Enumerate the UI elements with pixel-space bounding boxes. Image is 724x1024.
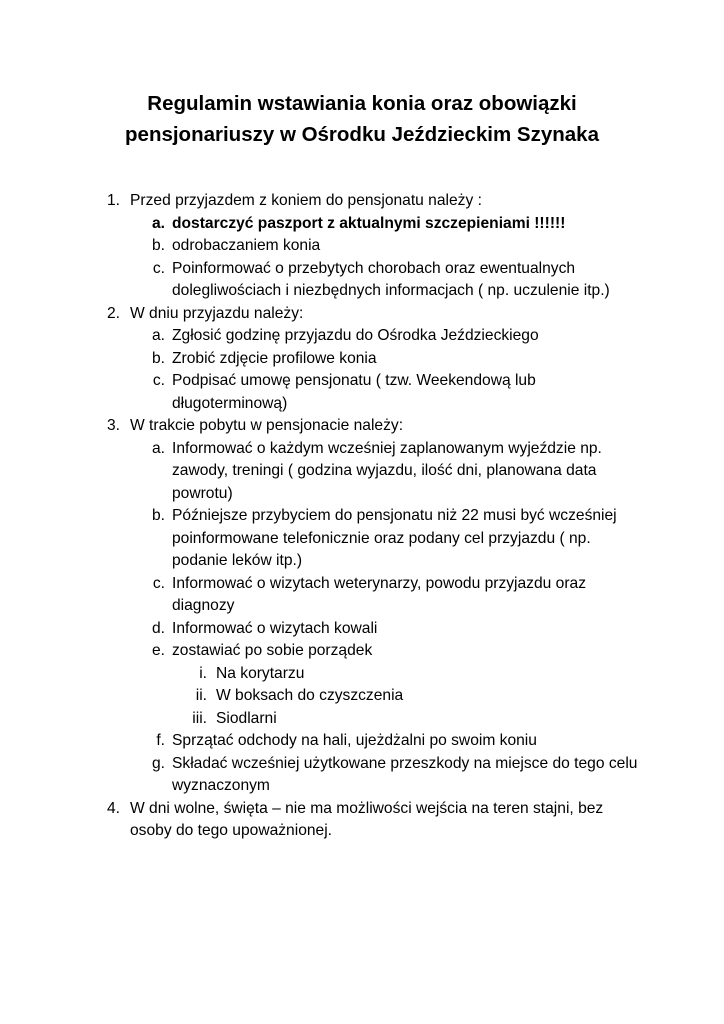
item-number: 1. xyxy=(106,192,120,209)
sub-item-3g xyxy=(0,753,724,776)
sub-item-text: długoterminową) xyxy=(172,394,288,412)
sub-item-letter: a. xyxy=(151,439,165,457)
sub-item-3g-continuation xyxy=(0,775,724,798)
sub-item-3b xyxy=(0,505,724,528)
sub-item-text: Składać wcześniej użytkowane przeszkody na miejsce do tego celu xyxy=(172,754,638,772)
sub-item-2a xyxy=(0,325,724,348)
sub-item-3d xyxy=(0,618,724,641)
sub-item-3c xyxy=(0,573,724,596)
sub-item-letter: c. xyxy=(152,372,165,389)
item-number: 4. xyxy=(106,799,120,817)
sub-item-2c-continuation xyxy=(0,393,724,416)
sub-item-letter: a. xyxy=(151,327,165,344)
sub-item-1a xyxy=(0,213,724,236)
sub-item-text: zostawiać po sobie porządek xyxy=(172,642,373,659)
roman-numeral: iii. xyxy=(192,709,207,727)
item-text: W trakcie pobytu w pensjonacie należy: xyxy=(130,417,404,434)
sub-item-3b-continuation xyxy=(0,550,724,573)
item-text: W dni wolne, święta – nie ma możliwości wejścia na teren stajni, bez xyxy=(130,799,604,817)
sub-item-letter: b. xyxy=(151,349,165,367)
sub-item-2b xyxy=(0,348,724,371)
sub-item-text: Podpisać umowę pensjonatu ( tzw. Weekendową lub xyxy=(172,372,536,389)
sub-item-text: dostarczyć paszport z aktualnymi szczepieniami !!!!!! xyxy=(172,214,566,232)
sub-item-letter: d. xyxy=(151,619,165,637)
sub-sub-item-3e-i xyxy=(0,663,724,686)
sub-item-text: Poinformować o przebytych chorobach oraz ewentualnych xyxy=(172,259,576,277)
sub-sub-item-3e-ii xyxy=(0,685,724,708)
list-item-2 xyxy=(0,303,724,326)
sub-item-text: Informować o każdym wcześniej zaplanowanym wyjeździe np. xyxy=(172,439,602,457)
sub-item-text: Późniejsze przybyciem do pensjonatu niż 22 musi być wcześniej xyxy=(172,507,617,524)
sub-item-letter: b. xyxy=(151,237,165,254)
sub-item-text: poinformowane telefonicznie oraz podany cel przyjazdu ( np. xyxy=(172,529,591,547)
item-text: osoby do tego upoważnionej. xyxy=(130,822,333,839)
sub-item-text: dolegliwościach i niezbędnych informacjach ( np. uczulenie itp.) xyxy=(172,282,610,299)
sub-item-3c-continuation xyxy=(0,595,724,618)
sub-item-letter: b. xyxy=(151,507,165,524)
list-item-3 xyxy=(0,415,724,438)
sub-item-text: Informować o wizytach weterynarzy, powodu przyjazdu oraz xyxy=(172,574,586,592)
sub-item-text: diagnozy xyxy=(172,597,235,614)
rules-list xyxy=(0,190,724,843)
sub-item-3a-continuation xyxy=(0,483,724,506)
list-item-4-continuation xyxy=(0,820,724,843)
sub-sub-item-3e-iii xyxy=(0,708,724,731)
sub-item-text: zawody, treningi ( godzina wyjazdu, ilość dni, planowana data xyxy=(172,462,597,479)
sub-item-letter: c. xyxy=(152,574,165,592)
sub-item-letter: e. xyxy=(151,642,165,659)
sub-item-text: odrobaczaniem konia xyxy=(172,237,321,254)
item-text: Przed przyjazdem z koniem do pensjonatu należy : xyxy=(130,192,482,209)
sub-item-3b-continuation xyxy=(0,528,724,551)
item-text: W dniu przyjazdu należy: xyxy=(130,304,304,322)
sub-item-3f xyxy=(0,730,724,753)
sub-item-text: Informować o wizytach kowali xyxy=(172,619,378,637)
list-item-4 xyxy=(0,798,724,821)
sub-item-text: Zgłosić godzinę przyjazdu do Ośrodka Jeździeckiego xyxy=(172,327,539,344)
sub-item-1c-continuation xyxy=(0,280,724,303)
roman-numeral: i. xyxy=(199,664,207,682)
sub-item-text: Zrobić zdjęcie profilowe konia xyxy=(172,349,377,367)
sub-item-letter: c. xyxy=(152,259,165,277)
sub-item-letter: f. xyxy=(156,732,165,749)
title-line-2: pensjonariuszy w Ośrodku Jeździeckim Szynaka xyxy=(125,123,599,146)
sub-sub-item-text: Siodlarni xyxy=(216,709,277,727)
sub-item-3a-continuation xyxy=(0,460,724,483)
sub-item-1c xyxy=(0,258,724,281)
sub-item-text: powrotu) xyxy=(172,484,233,502)
item-number: 3. xyxy=(106,417,120,434)
sub-item-2c xyxy=(0,370,724,393)
item-number: 2. xyxy=(106,304,120,322)
sub-item-3a xyxy=(0,438,724,461)
list-item-1 xyxy=(0,190,724,213)
sub-item-letter: a. xyxy=(151,214,165,232)
sub-item-letter: g. xyxy=(151,754,165,772)
sub-sub-item-text: W boksach do czyszczenia xyxy=(216,687,404,704)
sub-item-1b xyxy=(0,235,724,258)
sub-item-text: wyznaczonym xyxy=(172,777,270,794)
title-line-1: Regulamin wstawiania konia oraz obowiązki xyxy=(147,92,577,115)
sub-item-text: Sprzątać odchody na hali, ujeżdżalni po swoim koniu xyxy=(172,732,537,749)
sub-sub-item-text: Na korytarzu xyxy=(216,664,305,682)
sub-item-3e xyxy=(0,640,724,663)
sub-item-text: podanie leków itp.) xyxy=(172,552,303,569)
roman-numeral: ii. xyxy=(195,687,207,704)
page-title xyxy=(0,88,724,150)
